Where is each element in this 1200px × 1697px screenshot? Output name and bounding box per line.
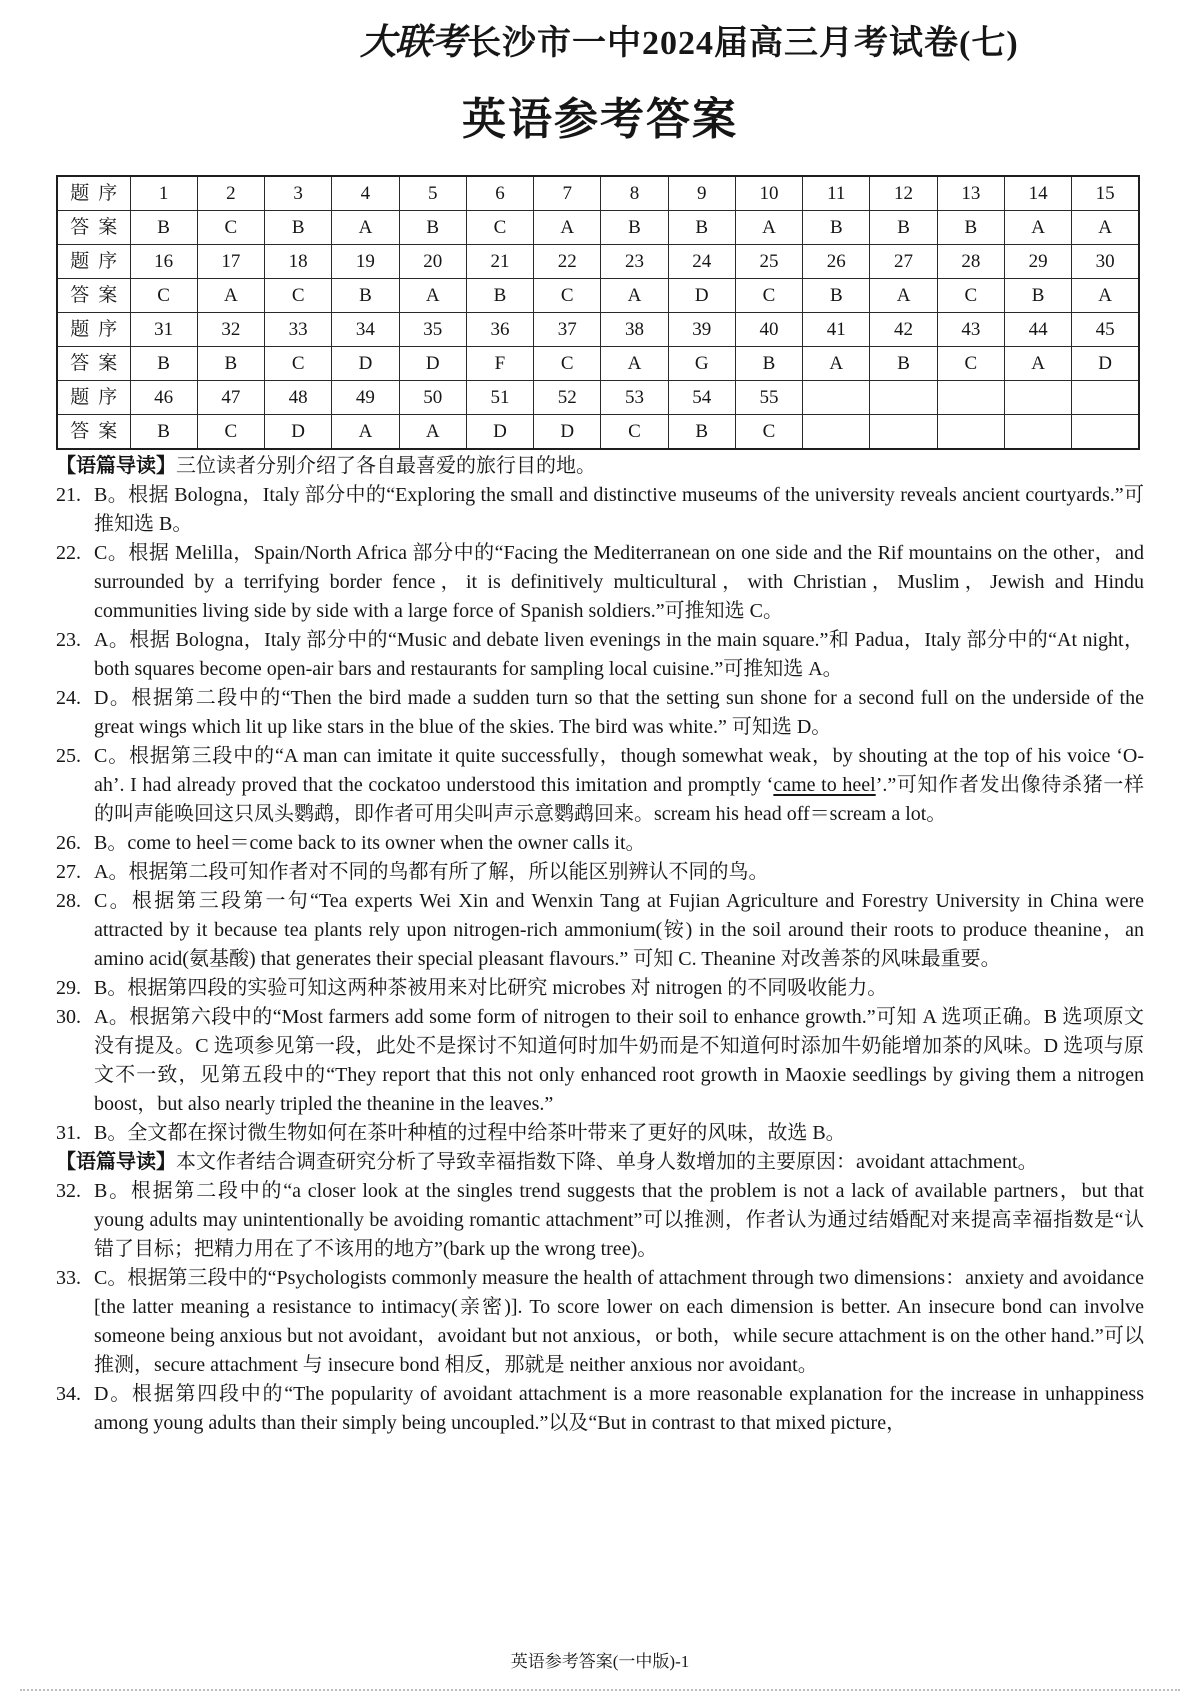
item-text — [94, 1267, 1144, 1376]
question-number-cell: 20 — [399, 245, 466, 279]
row-label-answer: 答案 — [57, 279, 130, 313]
answer-cell: B — [130, 347, 197, 381]
answer-cell: G — [668, 347, 735, 381]
question-number-row — [57, 176, 1139, 211]
question-number-cell: 29 — [1004, 245, 1071, 279]
empty-cell — [803, 415, 870, 450]
answer-cell: C — [601, 415, 668, 450]
item-number: 21. — [56, 484, 81, 506]
page-footer: 英语参考答案(一中版)-1 — [510, 1652, 690, 1671]
explanation-item — [56, 1119, 1144, 1148]
question-number-row — [57, 245, 1139, 279]
question-number-cell: 5 — [399, 176, 466, 211]
question-number-cell: 30 — [1072, 245, 1139, 279]
exam-title-text: 长沙市一中2024届高三月考试卷(七) — [467, 25, 1019, 62]
explanation-item — [56, 684, 1144, 742]
explanation-item — [56, 742, 1144, 829]
answer-cell: D — [265, 415, 332, 450]
text-segment: C。根据第三段第一句“Tea experts Wei Xin and Wenxin Tang at Fujian Agriculture and Forestry University in China were attracted by it because tea plants rely upon nitrogen-rich ammonium(铵) in the soil around their roots to produce theanine，an amino acid(氨基酸) that generates their special pleasant flavours.” 可知 C. Theanine 对改善茶的风味最重要。 — [94, 890, 1144, 970]
text-segment: A。根据 Bologna，Italy 部分中的“Music and debate liven evenings in the main square.”和 Padua，Italy 部分中的“At night，both squares become open-air bars and restaurants for sampling local cuisine.”可推知选 A。 — [94, 629, 1144, 680]
item-number: 26. — [56, 832, 81, 854]
item-text — [94, 1383, 1144, 1434]
answer-cell: C — [265, 279, 332, 313]
question-number-cell: 37 — [534, 313, 601, 347]
text-segment: B。全文都在探讨微生物如何在茶叶种植的过程中给茶叶带来了更好的风味，故选 B。 — [94, 1122, 846, 1144]
question-number-cell: 48 — [265, 381, 332, 415]
text-segment: D。根据第二段中的“Then the bird made a sudden turn so that the setting sun shone for a second full on the underside of the great wings which lit up like stars in the blue of the skies. The bird was white.” 可知选 D。 — [94, 687, 1144, 738]
item-text — [94, 1180, 1144, 1260]
answer-cell: C — [197, 211, 264, 245]
guide-label: 【语篇导读】 — [56, 1151, 176, 1173]
answer-cell: C — [534, 279, 601, 313]
question-number-cell: 19 — [332, 245, 399, 279]
empty-cell — [870, 381, 937, 415]
question-number-cell: 46 — [130, 381, 197, 415]
question-number-cell: 16 — [130, 245, 197, 279]
question-number-cell: 44 — [1004, 313, 1071, 347]
question-number-cell: 21 — [466, 245, 533, 279]
row-label-answer: 答案 — [57, 347, 130, 381]
question-number-cell: 50 — [399, 381, 466, 415]
row-label-number: 题序 — [57, 245, 130, 279]
item-text — [94, 832, 646, 854]
explanation-item — [56, 974, 1144, 1003]
question-number-cell: 11 — [803, 176, 870, 211]
answer-cell: A — [332, 211, 399, 245]
question-number-cell: 24 — [668, 245, 735, 279]
answer-cell: B — [466, 279, 533, 313]
answer-cell: B — [399, 211, 466, 245]
question-number-cell: 43 — [937, 313, 1004, 347]
item-text — [94, 484, 1144, 535]
item-number: 23. — [56, 629, 81, 651]
question-number-cell: 41 — [803, 313, 870, 347]
empty-cell — [1072, 381, 1139, 415]
question-number-cell: 32 — [197, 313, 264, 347]
answer-cell: B — [332, 279, 399, 313]
answer-cell: A — [601, 347, 668, 381]
question-number-cell: 13 — [937, 176, 1004, 211]
question-number-cell: 15 — [1072, 176, 1139, 211]
answer-cell: A — [399, 415, 466, 450]
text-segment: D。根据第四段中的“The popularity of avoidant attachment is a more reasonable explanation for the increase in unhappiness among young adults than their simply being uncoupled.”以及“But in contrast to that mixed picture， — [94, 1383, 1144, 1434]
item-text — [94, 629, 1144, 680]
item-text — [94, 977, 887, 999]
empty-cell — [937, 381, 1004, 415]
empty-cell — [1072, 415, 1139, 450]
underlined-phrase: came to heel — [773, 774, 876, 796]
text-segment: A。根据第二段可知作者对不同的鸟都有所了解，所以能区别辨认不同的鸟。 — [94, 861, 769, 883]
answer-cell: F — [466, 347, 533, 381]
answer-cell: A — [1072, 279, 1139, 313]
item-number: 30. — [56, 1006, 81, 1028]
empty-cell — [937, 415, 1004, 450]
answer-cell: A — [735, 211, 802, 245]
answer-cell: A — [870, 279, 937, 313]
question-number-cell: 28 — [937, 245, 1004, 279]
guide-text: 本文作者结合调查研究分析了导致幸福指数下降、单身人数增加的主要原因：avoidant attachment。 — [176, 1151, 1038, 1173]
answer-cell: B — [870, 211, 937, 245]
question-number-cell: 6 — [466, 176, 533, 211]
answer-cell: A — [1072, 211, 1139, 245]
text-segment: C。根据第三段中的“Psychologists commonly measure the health of attachment through two dimensions：anxiety and avoidance [the latter meaning a resistance to intimacy(亲密)]. To score lower on each dimension is better. An insecure bond can involve someone being anxious but not avoidant，avoidant but not anxious，or both，while secure attachment is on the other hand.”可以推测，secure attachment 与 insecure bond 相反，那就是 neither anxious nor avoidant。 — [94, 1267, 1144, 1376]
answer-cell: A — [1004, 211, 1071, 245]
explanation-item — [56, 1003, 1144, 1119]
question-number-cell: 12 — [870, 176, 937, 211]
answer-cell: B — [870, 347, 937, 381]
explanation-item — [56, 887, 1144, 974]
answer-cell: C — [534, 347, 601, 381]
answer-row — [57, 211, 1139, 245]
answer-row — [57, 279, 1139, 313]
answer-table — [56, 175, 1140, 450]
explanation-item — [56, 1264, 1144, 1380]
answer-cell: C — [466, 211, 533, 245]
question-number-cell: 1 — [130, 176, 197, 211]
question-number-row — [57, 381, 1139, 415]
explanation-list-b — [56, 1177, 1144, 1438]
question-number-cell: 8 — [601, 176, 668, 211]
answer-cell: B — [130, 415, 197, 450]
answer-cell: D — [1072, 347, 1139, 381]
answer-cell: B — [197, 347, 264, 381]
text-segment: B。come to heel＝come back to its owner when the owner calls it。 — [94, 832, 646, 854]
question-number-cell: 2 — [197, 176, 264, 211]
empty-cell — [1004, 381, 1071, 415]
item-number: 22. — [56, 542, 81, 564]
item-text — [94, 1122, 846, 1144]
answer-cell: D — [668, 279, 735, 313]
item-number: 31. — [56, 1122, 81, 1144]
answer-cell: B — [735, 347, 802, 381]
answer-cell: B — [130, 211, 197, 245]
row-label-answer: 答案 — [57, 415, 130, 450]
text-segment: ’.”可知作者发出像待杀猪一样的叫声能唤回这只凤头鹦鹉，即作者可用尖叫声示意鹦鹉回来。scream his head off＝scream a lot。 — [94, 774, 1144, 825]
answer-cell: A — [1004, 347, 1071, 381]
question-number-cell: 23 — [601, 245, 668, 279]
question-number-row — [57, 313, 1139, 347]
question-number-cell: 27 — [870, 245, 937, 279]
answer-cell: A — [332, 415, 399, 450]
question-number-cell: 9 — [668, 176, 735, 211]
explanation-item — [56, 1177, 1144, 1264]
answer-cell: C — [937, 279, 1004, 313]
question-number-cell: 35 — [399, 313, 466, 347]
question-number-cell: 39 — [668, 313, 735, 347]
question-number-cell: 54 — [668, 381, 735, 415]
answer-cell: C — [130, 279, 197, 313]
answer-cell: B — [803, 211, 870, 245]
question-number-cell: 55 — [735, 381, 802, 415]
question-number-cell: 22 — [534, 245, 601, 279]
question-number-cell: 4 — [332, 176, 399, 211]
explanation-item — [56, 539, 1144, 626]
answer-cell: B — [668, 415, 735, 450]
item-number: 29. — [56, 977, 81, 999]
question-number-cell: 51 — [466, 381, 533, 415]
question-number-cell: 47 — [197, 381, 264, 415]
item-number: 25. — [56, 745, 81, 767]
row-label-number: 题序 — [57, 381, 130, 415]
text-segment: B。根据 Bologna，Italy 部分中的“Exploring the small and distinctive museums of the university reveals ancient courtyards.”可推知选 B。 — [94, 484, 1144, 535]
answer-cell: C — [735, 415, 802, 450]
question-number-cell: 3 — [265, 176, 332, 211]
question-number-cell: 40 — [735, 313, 802, 347]
item-text — [94, 1006, 1144, 1115]
explanation-item — [56, 829, 1144, 858]
answer-row — [57, 415, 1139, 450]
exam-brand: 大联考 — [360, 22, 466, 62]
answer-cell: D — [399, 347, 466, 381]
item-number: 28. — [56, 890, 81, 912]
answer-cell: B — [937, 211, 1004, 245]
explanation-item — [56, 481, 1144, 539]
question-number-cell: 25 — [735, 245, 802, 279]
text-segment: A。根据第六段中的“Most farmers add some form of nitrogen to their soil to enhance growth.”可知 A 选项正确。B 选项原文没有提及。C 选项参见第一段，此处不是探讨不知道何时加牛奶而是不知道何时添加牛奶能增加茶的风味。D 选项与原文不一致，见第五段中的“They report that this not only enhanced root growth in Maoxie seedlings by giving them a nitrogen boost，but also nearly tripled the theanine in the leaves.” — [94, 1006, 1144, 1115]
guide-label: 【语篇导读】 — [56, 455, 176, 477]
explanation-item — [56, 626, 1144, 684]
answer-cell: B — [601, 211, 668, 245]
bottom-dotted-rule — [20, 1689, 1180, 1691]
row-label-answer: 答案 — [57, 211, 130, 245]
answer-table-body — [57, 176, 1139, 449]
question-number-cell: 26 — [803, 245, 870, 279]
item-number: 24. — [56, 687, 81, 709]
answer-row — [57, 347, 1139, 381]
question-number-cell: 7 — [534, 176, 601, 211]
empty-cell — [870, 415, 937, 450]
answer-cell: A — [399, 279, 466, 313]
item-text — [94, 890, 1144, 970]
answer-cell: D — [466, 415, 533, 450]
guide-text: 三位读者分别介绍了各自最喜爱的旅行目的地。 — [176, 455, 596, 477]
question-number-cell: 45 — [1072, 313, 1139, 347]
question-number-cell: 34 — [332, 313, 399, 347]
question-number-cell: 53 — [601, 381, 668, 415]
text-segment: C。根据第三段中的“A man can imitate it quite successfully，though somewhat weak，by shouting at the top of his voice ‘O-ah’. I had already proved that the cockatoo understood this imitation and promptly ‘ — [94, 745, 1144, 796]
explanations — [56, 452, 1144, 1438]
question-number-cell: 10 — [735, 176, 802, 211]
question-number-cell: 33 — [265, 313, 332, 347]
answer-cell: A — [197, 279, 264, 313]
item-number: 34. — [56, 1383, 81, 1405]
question-number-cell: 49 — [332, 381, 399, 415]
item-text — [94, 745, 1144, 825]
answer-cell: C — [937, 347, 1004, 381]
explanation-list-a — [56, 481, 1144, 1148]
question-number-cell: 14 — [1004, 176, 1071, 211]
item-number: 33. — [56, 1267, 81, 1289]
item-number: 32. — [56, 1180, 81, 1202]
explanation-item — [56, 1380, 1144, 1438]
answer-cell: C — [735, 279, 802, 313]
answer-cell: A — [601, 279, 668, 313]
answer-cell: B — [1004, 279, 1071, 313]
item-number: 27. — [56, 861, 81, 883]
question-number-cell: 31 — [130, 313, 197, 347]
question-number-cell: 17 — [197, 245, 264, 279]
row-label-number: 题序 — [57, 313, 130, 347]
answer-cell: B — [668, 211, 735, 245]
exam-title — [360, 20, 1019, 66]
empty-cell — [803, 381, 870, 415]
answer-cell: C — [265, 347, 332, 381]
answer-cell: C — [197, 415, 264, 450]
passage-guide — [56, 452, 1144, 481]
answer-cell: A — [534, 211, 601, 245]
question-number-cell: 52 — [534, 381, 601, 415]
answer-cell: B — [265, 211, 332, 245]
text-segment: C。根据 Melilla，Spain/North Africa 部分中的“Facing the Mediterranean on one side and the Rif mountains on the other，and surrounded by a terrifying border fence，it is definitively multicultural，with Christian，Muslim，Jewish and Hindu communities living side by side with a large force of Spanish soldiers.”可推知选 C。 — [94, 542, 1144, 622]
text-segment: B。根据第二段中的“a closer look at the singles trend suggests that the problem is not a lack of available partners，but that young adults may unintentionally be avoiding romantic attachment”可以推测，作者认为通过结婚配对来提高幸福指数是“认错了目标；把精力用在了不该用的地方”(bark up the wrong tree)。 — [94, 1180, 1144, 1260]
row-label-number: 题序 — [57, 176, 130, 211]
question-number-cell: 36 — [466, 313, 533, 347]
item-text — [94, 687, 1144, 738]
text-segment: B。根据第四段的实验可知这两种茶被用来对比研究 microbes 对 nitrogen 的不同吸收能力。 — [94, 977, 888, 999]
answer-cell: B — [803, 279, 870, 313]
passage-guide — [56, 1148, 1144, 1177]
explanation-item — [56, 858, 1144, 887]
answer-cell: D — [332, 347, 399, 381]
question-number-cell: 18 — [265, 245, 332, 279]
page-subtitle: 英语参考答案 — [462, 95, 738, 144]
question-number-cell: 42 — [870, 313, 937, 347]
question-number-cell: 38 — [601, 313, 668, 347]
answer-cell: A — [803, 347, 870, 381]
item-text — [94, 861, 768, 883]
empty-cell — [1004, 415, 1071, 450]
answer-cell: D — [534, 415, 601, 450]
item-text — [94, 542, 1144, 622]
